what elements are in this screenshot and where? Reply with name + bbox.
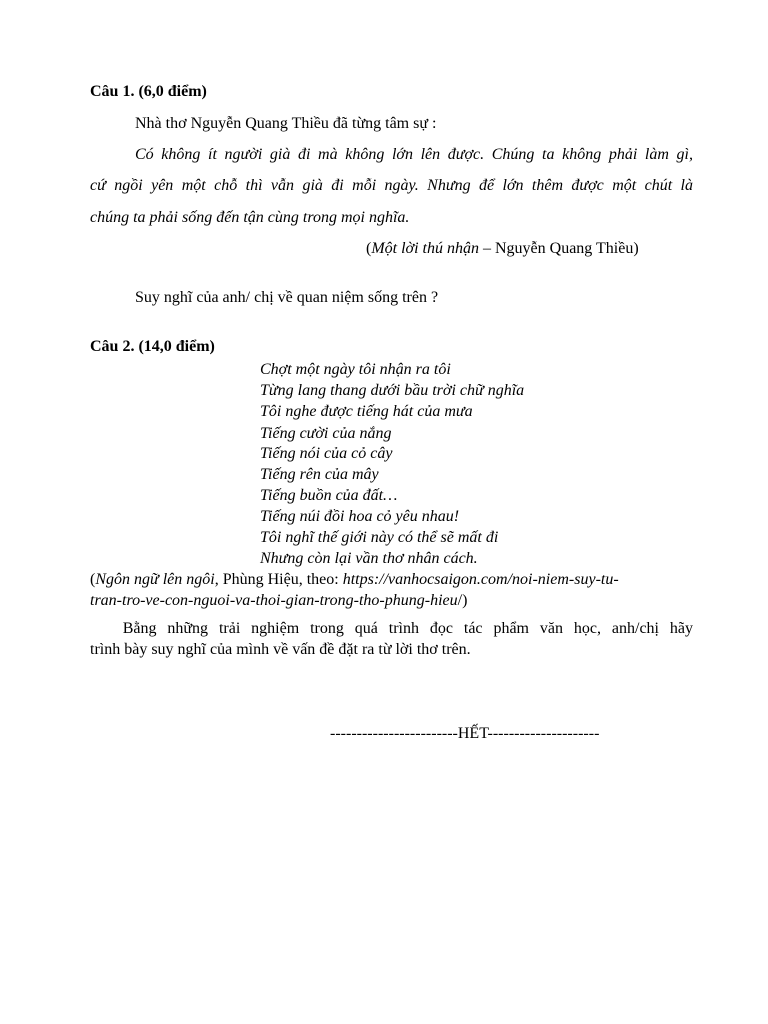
poem-line-2: Từng lang thang dưới bầu trời chữ nghĩa: [260, 382, 525, 399]
poem-line-5: Tiếng nói của cỏ cây: [260, 445, 393, 462]
poem-line-1: Chợt một ngày tôi nhận ra tôi: [260, 361, 451, 378]
poem-line-3: Tôi nghe được tiếng hát của mưa: [260, 403, 473, 420]
citation-open: (: [366, 240, 372, 257]
source-close: /): [457, 592, 468, 609]
question-2-prompt-line-2: trình bày suy nghĩ của mình về vấn đề đặt ra từ lời thơ trên.: [90, 641, 471, 658]
source-url-part-1: https://vanhocsaigon.com/noi-niem-suy-tu-: [342, 571, 619, 588]
poem-line-10: Nhưng còn lại vần thơ nhân cách.: [260, 550, 478, 567]
quote-citation: [366, 240, 639, 258]
source-author: , Phùng Hiệu, theo:: [214, 571, 343, 588]
poem-line-6: Tiếng rên của mây: [260, 466, 379, 483]
quote-line-2: cứ ngồi yên một chỗ thì vẫn già đi mỗi ngày. Nhưng để lớn thêm được một chút là: [90, 177, 693, 194]
poem-source-line-2: [90, 592, 693, 610]
question-2-title: Câu 2. (14,0 điểm): [90, 338, 215, 355]
end-marker: ------------------------HẾT---------------------: [330, 725, 600, 742]
poem-line-8: Tiếng núi đồi hoa cỏ yêu nhau!: [260, 508, 460, 525]
poem-source-line-1: [90, 571, 693, 589]
question-2-prompt-line-1: Bằng những trải nghiệm trong quá trình đọc tác phẩm văn học, anh/chị hãy: [90, 620, 693, 637]
poem-line-4: Tiếng cười của nắng: [260, 425, 392, 442]
quote-line-1: Có không ít người già đi mà không lớn lên được. Chúng ta không phải làm gì,: [135, 146, 693, 163]
source-open: (: [90, 571, 96, 588]
poem-line-9: Tôi nghĩ thế giới này có thể sẽ mất đi: [260, 529, 499, 546]
quote-line-3: chúng ta phải sống đến tận cùng trong mọi nghĩa.: [90, 209, 410, 226]
question-1-intro: Nhà thơ Nguyễn Quang Thiều đã từng tâm sự :: [135, 115, 437, 132]
citation-author: – Nguyễn Quang Thiều): [478, 240, 639, 257]
source-work: Ngôn ngữ lên ngôi: [95, 571, 215, 588]
source-url-part-2: tran-tro-ve-con-nguoi-va-thoi-gian-trong-tho-phung-hieu: [90, 592, 458, 609]
citation-work: Một lời thú nhận: [371, 240, 479, 257]
poem-line-7: Tiếng buồn của đất…: [260, 487, 398, 504]
question-1-title: Câu 1. (6,0 điểm): [90, 83, 207, 100]
question-1-prompt: Suy nghĩ của anh/ chị về quan niệm sống trên ?: [135, 289, 439, 306]
